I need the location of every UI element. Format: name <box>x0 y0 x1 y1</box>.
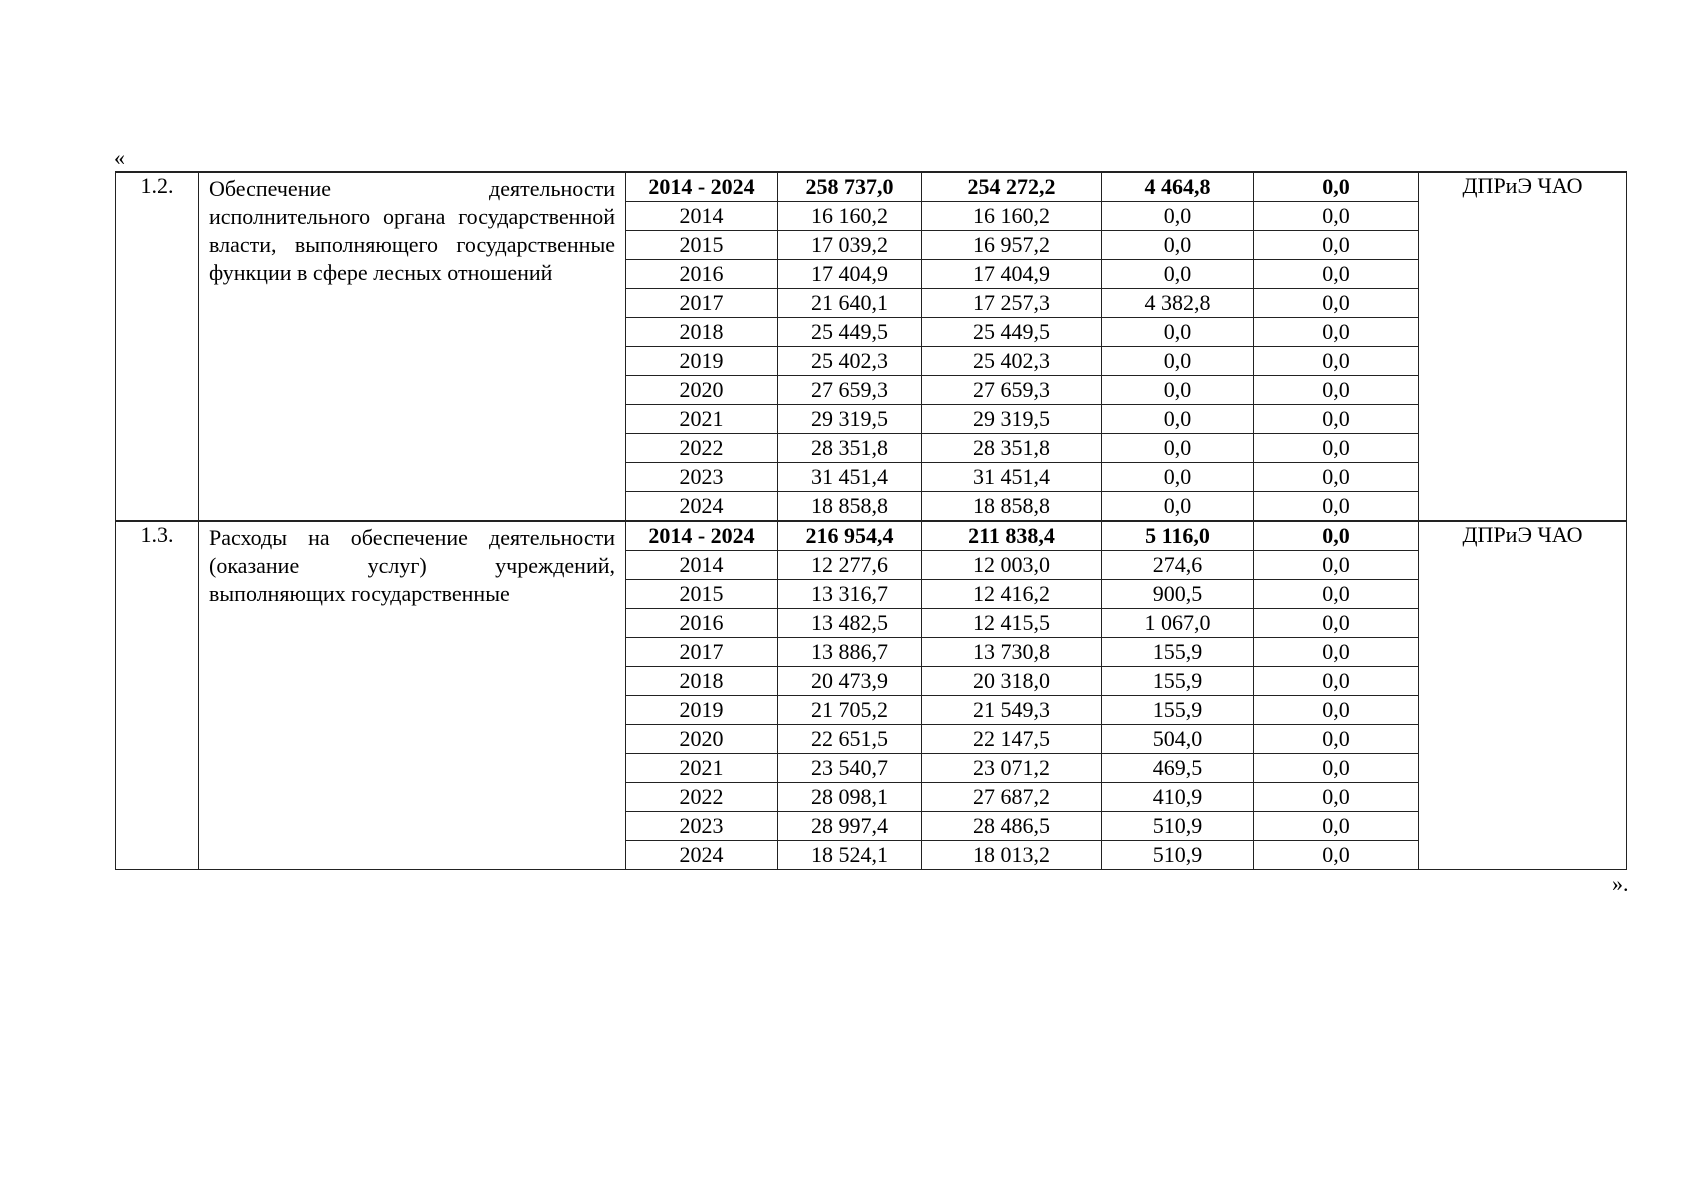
federal-budget-cell: 155,9 <box>1102 696 1254 725</box>
period-cell: 2020 <box>626 376 778 405</box>
period-cell: 2014 <box>626 202 778 231</box>
regional-budget-cell: 27 659,3 <box>922 376 1102 405</box>
regional-budget-cell: 18 013,2 <box>922 841 1102 870</box>
other-sources-cell: 0,0 <box>1254 783 1419 812</box>
period-cell: 2015 <box>626 231 778 260</box>
period-cell: 2021 <box>626 405 778 434</box>
closing-quote: ». <box>1612 871 1629 896</box>
federal-budget-cell: 4 382,8 <box>1102 289 1254 318</box>
federal-budget-cell: 510,9 <box>1102 812 1254 841</box>
other-sources-cell: 0,0 <box>1254 725 1419 754</box>
total-cell: 28 997,4 <box>778 812 922 841</box>
total-cell: 13 316,7 <box>778 580 922 609</box>
regional-budget-cell: 31 451,4 <box>922 463 1102 492</box>
regional-budget-cell: 29 319,5 <box>922 405 1102 434</box>
period-cell: 2018 <box>626 667 778 696</box>
regional-budget-cell: 17 404,9 <box>922 260 1102 289</box>
federal-budget-cell: 5 116,0 <box>1102 521 1254 551</box>
other-sources-cell: 0,0 <box>1254 289 1419 318</box>
regional-budget-cell: 25 449,5 <box>922 318 1102 347</box>
total-cell: 21 640,1 <box>778 289 922 318</box>
other-sources-cell: 0,0 <box>1254 638 1419 667</box>
period-cell: 2017 <box>626 638 778 667</box>
other-sources-cell: 0,0 <box>1254 202 1419 231</box>
period-cell: 2015 <box>626 580 778 609</box>
other-sources-cell: 0,0 <box>1254 609 1419 638</box>
period-cell: 2019 <box>626 696 778 725</box>
section-title: Обеспечение деятельности исполнительного органа государственной власти, выполняющего государственные функции в сфере лесных отношений <box>199 172 626 521</box>
other-sources-cell: 0,0 <box>1254 260 1419 289</box>
total-cell: 28 351,8 <box>778 434 922 463</box>
total-cell: 21 705,2 <box>778 696 922 725</box>
other-sources-cell: 0,0 <box>1254 580 1419 609</box>
regional-budget-cell: 20 318,0 <box>922 667 1102 696</box>
federal-budget-cell: 900,5 <box>1102 580 1254 609</box>
regional-budget-cell: 12 003,0 <box>922 551 1102 580</box>
responsible-executor: ДПРиЭ ЧАО <box>1419 172 1627 521</box>
regional-budget-cell: 254 272,2 <box>922 172 1102 202</box>
responsible-executor: ДПРиЭ ЧАО <box>1419 521 1627 870</box>
total-cell: 17 039,2 <box>778 231 922 260</box>
other-sources-cell: 0,0 <box>1254 463 1419 492</box>
federal-budget-cell: 0,0 <box>1102 347 1254 376</box>
other-sources-cell: 0,0 <box>1254 754 1419 783</box>
period-cell: 2024 <box>626 841 778 870</box>
federal-budget-cell: 0,0 <box>1102 202 1254 231</box>
total-cell: 29 319,5 <box>778 405 922 434</box>
other-sources-cell: 0,0 <box>1254 841 1419 870</box>
other-sources-cell: 0,0 <box>1254 696 1419 725</box>
regional-budget-cell: 13 730,8 <box>922 638 1102 667</box>
federal-budget-cell: 0,0 <box>1102 260 1254 289</box>
regional-budget-cell: 12 415,5 <box>922 609 1102 638</box>
other-sources-cell: 0,0 <box>1254 812 1419 841</box>
total-cell: 13 886,7 <box>778 638 922 667</box>
total-cell: 23 540,7 <box>778 754 922 783</box>
other-sources-cell: 0,0 <box>1254 347 1419 376</box>
period-cell: 2023 <box>626 812 778 841</box>
regional-budget-cell: 17 257,3 <box>922 289 1102 318</box>
table-body <box>116 172 1627 870</box>
federal-budget-cell: 155,9 <box>1102 638 1254 667</box>
total-cell: 20 473,9 <box>778 667 922 696</box>
federal-budget-cell: 504,0 <box>1102 725 1254 754</box>
total-cell: 216 954,4 <box>778 521 922 551</box>
regional-budget-cell: 21 549,3 <box>922 696 1102 725</box>
federal-budget-cell: 1 067,0 <box>1102 609 1254 638</box>
total-cell: 28 098,1 <box>778 783 922 812</box>
other-sources-cell: 0,0 <box>1254 318 1419 347</box>
federal-budget-cell: 0,0 <box>1102 231 1254 260</box>
total-cell: 31 451,4 <box>778 463 922 492</box>
regional-budget-cell: 16 957,2 <box>922 231 1102 260</box>
period-cell: 2014 - 2024 <box>626 172 778 202</box>
regional-budget-cell: 27 687,2 <box>922 783 1102 812</box>
period-cell: 2014 - 2024 <box>626 521 778 551</box>
period-cell: 2019 <box>626 347 778 376</box>
other-sources-cell: 0,0 <box>1254 405 1419 434</box>
total-cell: 25 402,3 <box>778 347 922 376</box>
total-cell: 258 737,0 <box>778 172 922 202</box>
section-title: Расходы на обеспечение деятельности (оказание услуг) учреждений, выполняющих государственные <box>199 521 626 870</box>
section-number: 1.2. <box>116 172 199 521</box>
total-cell: 22 651,5 <box>778 725 922 754</box>
other-sources-cell: 0,0 <box>1254 376 1419 405</box>
other-sources-cell: 0,0 <box>1254 492 1419 522</box>
federal-budget-cell: 274,6 <box>1102 551 1254 580</box>
total-cell: 17 404,9 <box>778 260 922 289</box>
period-cell: 2023 <box>626 463 778 492</box>
period-cell: 2020 <box>626 725 778 754</box>
opening-quote: « <box>114 145 125 170</box>
regional-budget-cell: 16 160,2 <box>922 202 1102 231</box>
regional-budget-cell: 18 858,8 <box>922 492 1102 522</box>
regional-budget-cell: 211 838,4 <box>922 521 1102 551</box>
federal-budget-cell: 4 464,8 <box>1102 172 1254 202</box>
section-total-row <box>116 172 1627 202</box>
other-sources-cell: 0,0 <box>1254 231 1419 260</box>
period-cell: 2022 <box>626 434 778 463</box>
section-number: 1.3. <box>116 521 199 870</box>
regional-budget-cell: 12 416,2 <box>922 580 1102 609</box>
other-sources-cell: 0,0 <box>1254 434 1419 463</box>
period-cell: 2021 <box>626 754 778 783</box>
federal-budget-cell: 0,0 <box>1102 318 1254 347</box>
period-cell: 2022 <box>626 783 778 812</box>
total-cell: 18 524,1 <box>778 841 922 870</box>
federal-budget-cell: 469,5 <box>1102 754 1254 783</box>
federal-budget-cell: 0,0 <box>1102 434 1254 463</box>
other-sources-cell: 0,0 <box>1254 667 1419 696</box>
regional-budget-cell: 23 071,2 <box>922 754 1102 783</box>
regional-budget-cell: 28 351,8 <box>922 434 1102 463</box>
federal-budget-cell: 410,9 <box>1102 783 1254 812</box>
total-cell: 27 659,3 <box>778 376 922 405</box>
budget-table <box>115 171 1627 870</box>
total-cell: 16 160,2 <box>778 202 922 231</box>
period-cell: 2018 <box>626 318 778 347</box>
other-sources-cell: 0,0 <box>1254 521 1419 551</box>
section-total-row <box>116 521 1627 551</box>
regional-budget-cell: 22 147,5 <box>922 725 1102 754</box>
other-sources-cell: 0,0 <box>1254 551 1419 580</box>
federal-budget-cell: 0,0 <box>1102 405 1254 434</box>
other-sources-cell: 0,0 <box>1254 172 1419 202</box>
period-cell: 2014 <box>626 551 778 580</box>
regional-budget-cell: 25 402,3 <box>922 347 1102 376</box>
period-cell: 2024 <box>626 492 778 522</box>
period-cell: 2016 <box>626 260 778 289</box>
federal-budget-cell: 510,9 <box>1102 841 1254 870</box>
federal-budget-cell: 0,0 <box>1102 492 1254 522</box>
federal-budget-cell: 0,0 <box>1102 463 1254 492</box>
regional-budget-cell: 28 486,5 <box>922 812 1102 841</box>
federal-budget-cell: 155,9 <box>1102 667 1254 696</box>
total-cell: 18 858,8 <box>778 492 922 522</box>
period-cell: 2017 <box>626 289 778 318</box>
period-cell: 2016 <box>626 609 778 638</box>
total-cell: 12 277,6 <box>778 551 922 580</box>
total-cell: 25 449,5 <box>778 318 922 347</box>
total-cell: 13 482,5 <box>778 609 922 638</box>
federal-budget-cell: 0,0 <box>1102 376 1254 405</box>
